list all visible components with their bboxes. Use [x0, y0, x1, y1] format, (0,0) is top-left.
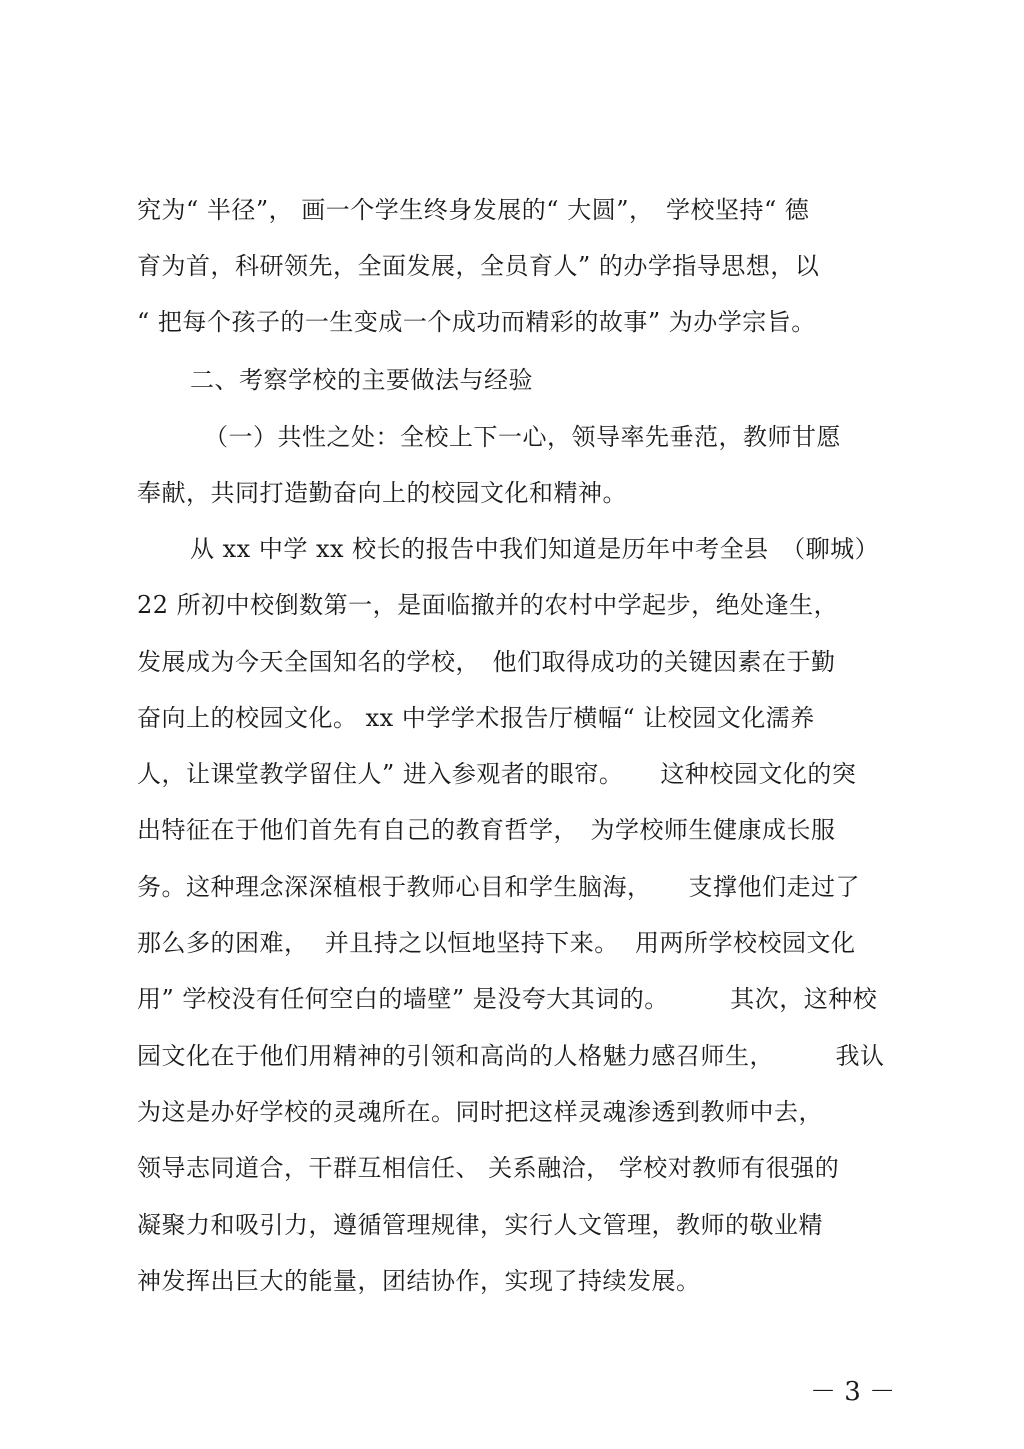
subsection-heading: （一）共性之处：全校上下一心，领导率先垂范，教师甘愿	[204, 423, 841, 451]
page-number: － 3 －	[810, 1377, 896, 1407]
text-line: 神发挥出巨大的能量，团结协作，实现了持续发展。	[137, 1267, 701, 1295]
text-line: 究为“ 半径”， 画一个学生终身发展的“ 大圆”， 学校坚持“ 德	[137, 196, 810, 224]
text-line: 出特征在于他们首先有自己的教育哲学， 为学校师生健康成长服	[137, 816, 836, 844]
text-line: 用” 学校没有任何空白的墙壁” 是没夸大其词的。 其次，这种校	[137, 985, 878, 1013]
text-line: 园文化在于他们用精神的引领和高尚的人格魅力感召师生， 我认	[137, 1042, 885, 1070]
text-line: 务。这种理念深深植根于教师心目和学生脑海， 支撑他们走过了	[137, 873, 860, 901]
text-line: 发展成为今天全国知名的学校， 他们取得成功的关键因素在于勤	[137, 648, 836, 676]
text-line: 领导志同道合，干群互相信任、 关系融洽， 学校对教师有很强的	[137, 1154, 840, 1182]
text-line: 那么多的困难， 并且持之以恒地坚持下来。 用两所学校校园文化	[137, 929, 856, 957]
text-line: 人，让课堂教学留住人” 进入参观者的眼帘。 这种校园文化的突	[137, 760, 857, 788]
text-line: 为这是办好学校的灵魂所在。同时把这样灵魂渗透到教师中去，	[137, 1098, 823, 1126]
text-line: 22 所初中校倒数第一，是面临撤并的农村中学起步，绝处逢生，	[137, 591, 839, 619]
text-line: “ 把每个孩子的一生变成一个成功而精彩的故事” 为办学宗旨。	[137, 308, 816, 336]
text-line: 奉献，共同打造勤奋向上的校园文化和精神。	[137, 479, 627, 507]
text-line: 凝聚力和吸引力，遵循管理规律，实行人文管理，教师的敬业精	[137, 1211, 823, 1239]
text-line: 从 xx 中学 xx 校长的报告中我们知道是历年中考全县 （聊城）	[190, 535, 880, 563]
text-line: 育为首，科研领先，全面发展，全员育人” 的办学指导思想，以	[137, 252, 820, 280]
text-line: 奋向上的校园文化。 xx 中学学术报告厅横幅“ 让校园文化濡养	[137, 704, 815, 732]
section-heading: 二、考察学校的主要做法与经验	[190, 366, 533, 394]
